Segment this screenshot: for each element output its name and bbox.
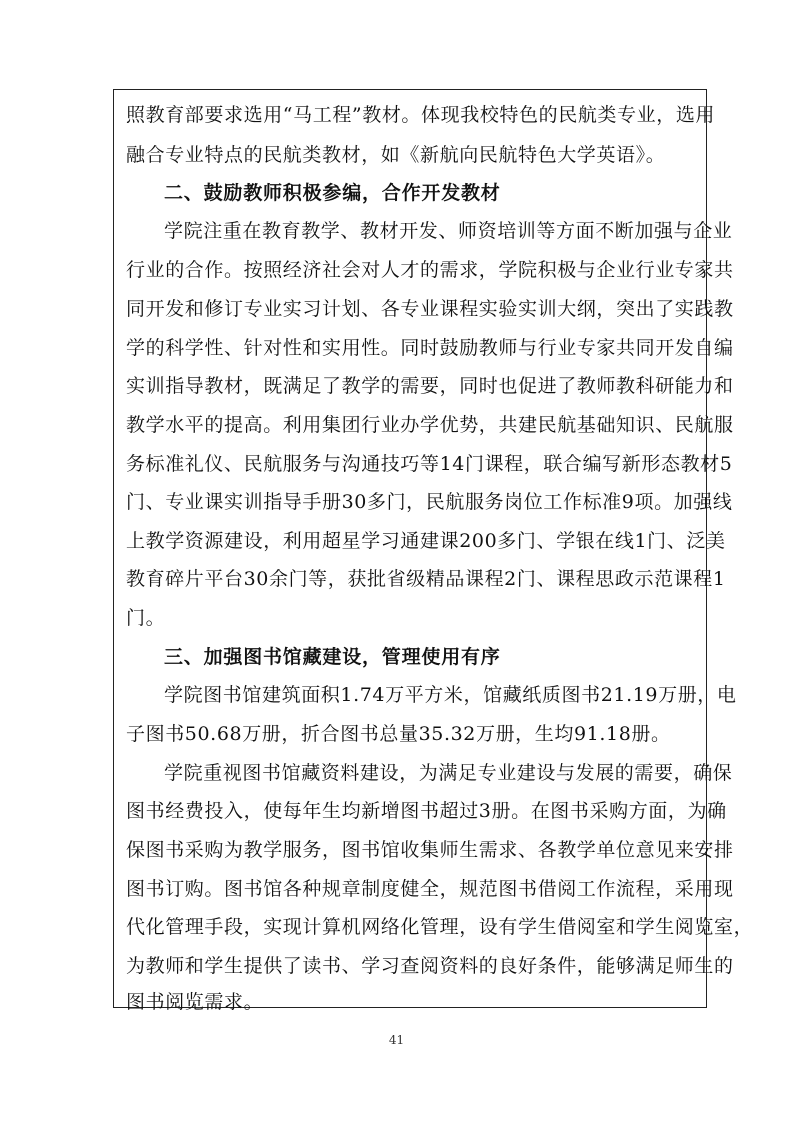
section-heading: 二、鼓励教师积极参编，合作开发教材 bbox=[164, 182, 501, 204]
body-text-line: 保图书采购为教学服务，图书馆收集师生需求、各教学单位意见来安排 bbox=[126, 839, 734, 861]
body-text-line: 上教学资源建设，利用超星学习通建课200多门、学银在线1门、泛美 bbox=[126, 530, 726, 552]
body-text-line: 学的科学性、针对性和实用性。同时鼓励教师与行业专家共同开发自编 bbox=[126, 337, 734, 359]
body-text-line: 务标准礼仪、民航服务与沟通技巧等14门课程，联合编写新形态教材5 bbox=[126, 453, 733, 475]
body-text-line: 同开发和修订专业实习计划、各专业课程实验实训大纲，突出了实践教 bbox=[126, 298, 734, 320]
body-text-line: 图书订购。图书馆各种规章制度健全，规范图书借阅工作流程，采用现 bbox=[126, 878, 734, 900]
body-text-line: 照教育部要求选用“马工程”教材。体现我校特色的民航类专业，选用 bbox=[126, 104, 716, 126]
body-text-line: 行业的合作。按照经济社会对人才的需求，学院积极与企业行业专家共 bbox=[126, 259, 734, 281]
body-text-line: 融合专业特点的民航类教材，如《新航向民航特色大学英语》。 bbox=[126, 144, 666, 166]
body-text-line: 教育碎片平台30余门等，获批省级精品课程2门、课程思政示范课程1 bbox=[126, 568, 726, 590]
body-text-line: 代化管理手段，实现计算机网络化管理，设有学生借阅室和学生阅览室， bbox=[126, 916, 754, 938]
body-text-line: 图书阅览需求。 bbox=[126, 991, 264, 1013]
body-text-line: 为教师和学生提供了读书、学习查阅资料的良好条件，能够满足师生的 bbox=[126, 955, 734, 977]
page-number: 41 bbox=[388, 1033, 405, 1047]
body-text-line: 门。 bbox=[126, 607, 166, 629]
body-text-line: 实训指导教材，既满足了教学的需要，同时也促进了教师教科研能力和 bbox=[126, 375, 734, 397]
body-text-line: 门、专业课实训指导手册30多门，民航服务岗位工作标准9项。加强线 bbox=[126, 491, 733, 513]
paragraph-first-line: 学院注重在教育教学、教材开发、师资培训等方面不断加强与企业 bbox=[164, 220, 733, 242]
section-heading: 三、加强图书馆藏建设，管理使用有序 bbox=[164, 646, 501, 668]
paragraph-first-line: 学院图书馆建筑面积1.74万平方米，馆藏纸质图书21.19万册，电 bbox=[164, 684, 737, 706]
body-text-line: 教学水平的提高。利用集团行业办学优势，共建民航基础知识、民航服 bbox=[126, 414, 734, 436]
body-text-line: 图书经费投入，使每年生均新增图书超过3册。在图书采购方面，为确 bbox=[126, 800, 727, 822]
body-text-line: 子图书50.68万册，折合图书总量35.32万册，生均91.18册。 bbox=[126, 723, 671, 745]
paragraph-first-line: 学院重视图书馆藏资料建设，为满足专业建设与发展的需要，确保 bbox=[164, 762, 733, 784]
